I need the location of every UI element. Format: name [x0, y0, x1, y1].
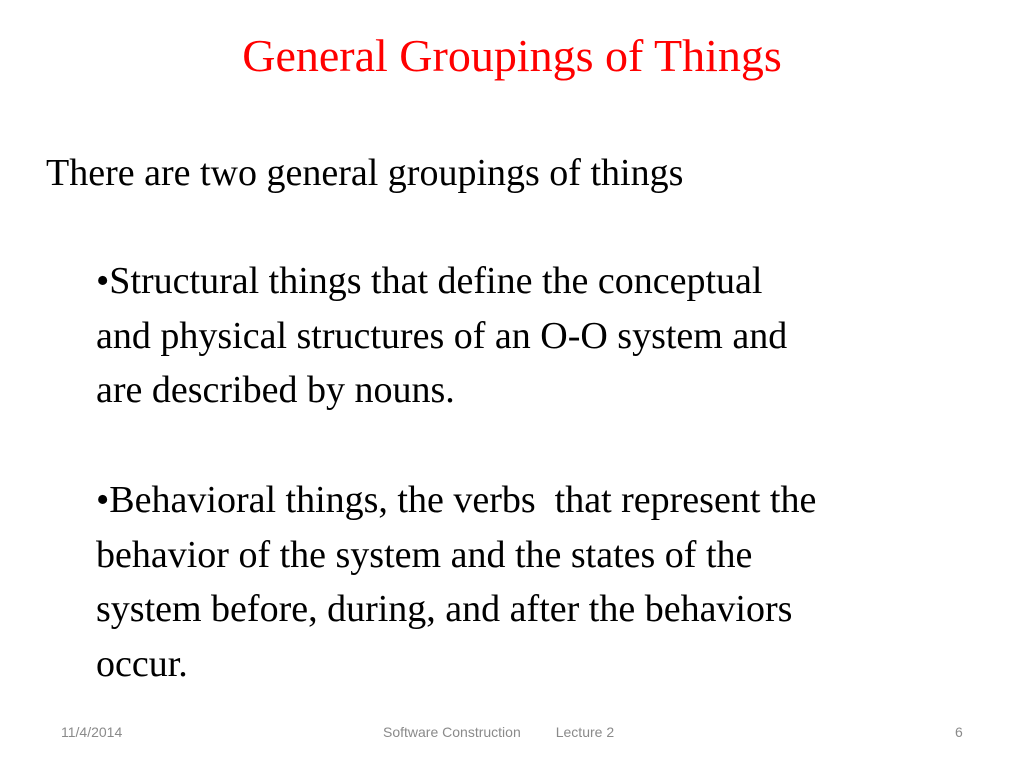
bullet-line: system before, during, and after the behaviors	[96, 588, 793, 630]
bullet-line: •Behavioral things, the verbs that represent the	[96, 479, 817, 521]
bullet-line: •Structural things that define the conceptual	[96, 260, 763, 302]
footer-page-number: 6	[955, 724, 963, 740]
bullet-behavioral-things	[96, 473, 986, 691]
bullet-line: occur.	[96, 642, 188, 685]
footer-course-lecture: Software Construction Lecture 2	[383, 724, 615, 740]
bullet-line: and physical structures of an O-O system and	[96, 314, 788, 357]
intro-text: There are two general groupings of things	[46, 152, 684, 194]
footer-date: 11/4/2014	[61, 724, 123, 740]
bullet-structural-things	[96, 254, 986, 418]
bullet-line: behavior of the system and the states of the	[96, 533, 753, 576]
slide-title: General Groupings of Things	[242, 30, 782, 81]
bullet-line: are described by nouns.	[96, 369, 455, 411]
